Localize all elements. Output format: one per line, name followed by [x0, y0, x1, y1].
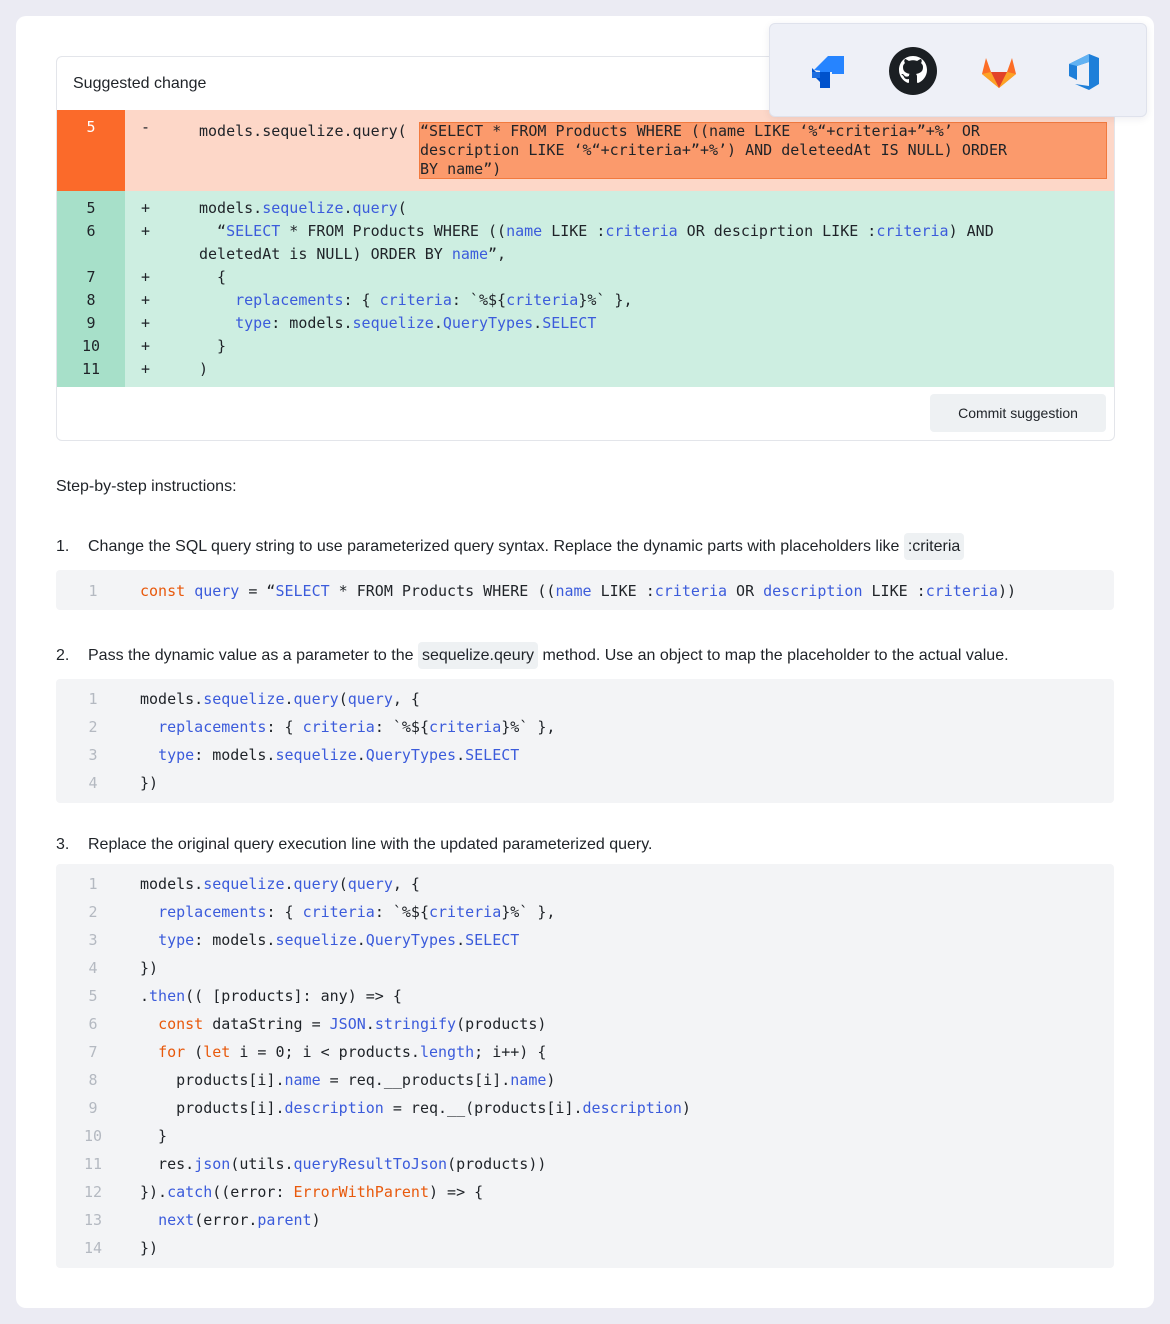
step-3-code-block: [56, 864, 1114, 1268]
github-icon[interactable]: [888, 46, 938, 96]
deleted-highlight-line: “SELECT * FROM Products WHERE ((name LIKE ‘%“+criteria+”+%’ OR: [420, 122, 980, 140]
added-sign: +: [141, 222, 151, 240]
step-text-before: Pass the dynamic value as a parameter to the: [88, 647, 418, 664]
added-code-line: “SELECT * FROM Products WHERE ((name LIKE :criteria OR desciprtion LIKE :criteria) AND: [199, 222, 994, 240]
code-line-number: 2: [88, 718, 98, 736]
deleted-highlight-line: description LIKE ‘%“+criteria+”+%’) AND deleteedAt IS NULL) ORDER: [420, 141, 1007, 159]
added-gutter: [57, 191, 125, 387]
added-code-line: {: [199, 268, 227, 286]
code-line: models.sequelize.query(query, {: [140, 690, 420, 708]
code-line-number: 6: [88, 1015, 98, 1033]
code-line: products[i].description = req.__(products[i].description): [140, 1099, 691, 1117]
code-line: }: [140, 1127, 168, 1145]
code-line-number: 2: [88, 903, 98, 921]
step-number: 2.: [56, 647, 70, 664]
jira-icon[interactable]: [804, 46, 854, 96]
code-line-number: 1: [88, 582, 98, 600]
added-line-number: 10: [81, 337, 101, 355]
code-line-number: 12: [83, 1183, 103, 1201]
gitlab-icon[interactable]: [974, 46, 1024, 96]
step-number: 1.: [56, 538, 70, 555]
step-3-text: [56, 836, 653, 854]
added-code-line: }: [199, 337, 227, 355]
deleted-line-number: 5: [86, 118, 96, 136]
code-line-number: 5: [88, 987, 98, 1005]
step-text-after: method. Use an object to map the placeholder to the actual value.: [538, 647, 1009, 664]
added-sign: +: [141, 314, 151, 332]
code-line: next(error.parent): [158, 1211, 321, 1229]
step-number: 3.: [56, 836, 70, 853]
code-line-number: 8: [88, 1071, 98, 1089]
code-line-number: 3: [88, 746, 98, 764]
added-line-number: 8: [86, 291, 96, 309]
added-line-number: 9: [86, 314, 96, 332]
diff-deleted-block: [57, 110, 1115, 191]
code-line-number: 10: [83, 1127, 103, 1145]
code-line-number: 13: [83, 1211, 103, 1229]
azure-devops-icon[interactable]: [1059, 46, 1109, 96]
code-line: models.sequelize.query(query, {: [140, 875, 420, 893]
code-line-number: 4: [88, 959, 98, 977]
inline-code-chip: sequelize.qeury: [418, 642, 538, 669]
added-code-line: models.sequelize.query(: [199, 199, 407, 217]
suggested-change-title: Suggested change: [73, 75, 207, 92]
commit-suggestion-button[interactable]: Commit suggestion: [930, 394, 1106, 432]
code-line-number: 14: [83, 1239, 103, 1257]
code-line: type: models.sequelize.QueryTypes.SELECT: [158, 746, 520, 764]
code-line-number: 1: [88, 875, 98, 893]
code-line: }).catch((error: ErrorWithParent) => {: [140, 1183, 484, 1201]
main-card: [16, 16, 1154, 1308]
added-line-number: 11: [81, 360, 101, 378]
added-line-number: 6: [86, 222, 96, 240]
code-line: type: models.sequelize.QueryTypes.SELECT: [158, 931, 520, 949]
step-text-before: Replace the original query execution line with the updated parameterized query.: [88, 836, 653, 853]
added-code-line: replacements: { criteria: `%${criteria}%` },: [235, 291, 633, 309]
code-line: res.json(utils.queryResultToJson(products)): [140, 1155, 547, 1173]
code-line: .then(( [products]: any) => {: [140, 987, 402, 1005]
diff-added-block: [57, 191, 1115, 387]
deleted-highlight-line: BY name”): [420, 160, 502, 178]
step-text-before: Change the SQL query string to use parameterized query syntax. Replace the dynamic parts with placeholders like: [88, 538, 904, 555]
added-code-line: ): [199, 360, 209, 378]
code-line-number: 1: [88, 690, 98, 708]
step-1-text: [56, 538, 964, 556]
instructions-title: Step-by-step instructions:: [56, 478, 237, 495]
added-line-number: 7: [86, 268, 96, 286]
deleted-code-prefix: models.sequelize.query(: [199, 122, 407, 140]
code-line: for (let i = 0; i < products.length; i++) {: [158, 1043, 547, 1061]
added-sign: +: [141, 199, 151, 217]
code-line: const dataString = JSON.stringify(products): [158, 1015, 547, 1033]
code-line: const query = “SELECT * FROM Products WHERE ((name LIKE :criteria OR description LIKE :criteria)): [140, 582, 1017, 600]
code-line-number: 7: [88, 1043, 98, 1061]
code-line: products[i].name = req.__products[i].name): [140, 1071, 556, 1089]
inline-code-chip: :criteria: [904, 533, 964, 560]
code-line-number: 9: [88, 1099, 98, 1117]
added-line-number: 5: [86, 199, 96, 217]
integrations-panel: [769, 23, 1147, 117]
code-line: replacements: { criteria: `%${criteria}%` },: [158, 903, 556, 921]
code-line-number: 11: [83, 1155, 103, 1173]
code-line: replacements: { criteria: `%${criteria}%` },: [158, 718, 556, 736]
added-code-line: type: models.sequelize.QueryTypes.SELECT: [235, 314, 597, 332]
added-sign: +: [141, 268, 151, 286]
deleted-sign: -: [141, 118, 151, 136]
step-2-code-block: [56, 679, 1114, 803]
step-1-code-block: [56, 570, 1114, 610]
code-line: }): [140, 774, 159, 792]
added-code-line: deletedAt is NULL) ORDER BY name”,: [199, 245, 507, 263]
added-sign: +: [141, 337, 151, 355]
code-line: }): [140, 1239, 159, 1257]
code-line-number: 4: [88, 774, 98, 792]
added-sign: +: [141, 360, 151, 378]
code-line: }): [140, 959, 159, 977]
code-line-number: 3: [88, 931, 98, 949]
step-2-text: [56, 647, 1009, 665]
added-sign: +: [141, 291, 151, 309]
